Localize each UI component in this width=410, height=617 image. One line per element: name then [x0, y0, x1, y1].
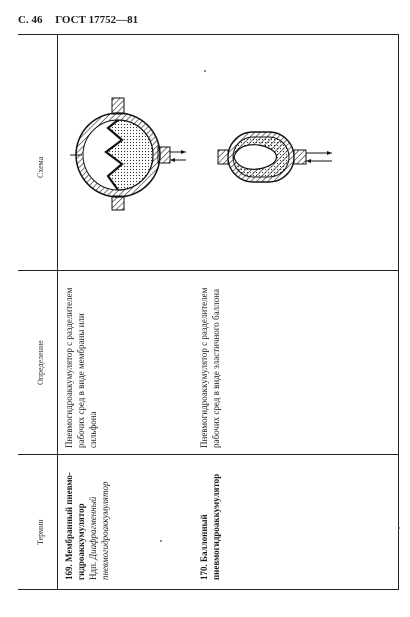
gas-valve [218, 150, 228, 164]
divider-term-definition [18, 454, 399, 455]
divider-definition-diagram [18, 270, 399, 271]
arrow-in-head [170, 158, 175, 162]
term-169 [63, 460, 111, 580]
column-header-diagram: Схема [36, 156, 45, 178]
table-border-right [398, 34, 399, 590]
term-169-alt: Диафрагменный пневмогидроаккумулятор [88, 481, 110, 580]
term-169-main: 169. Мембранный пневмо-гидроаккумулятор [64, 472, 86, 580]
bladder [234, 145, 277, 170]
arrow-out-head [181, 150, 186, 154]
fluid-port [294, 150, 306, 164]
arrow-out-2-head [327, 151, 332, 155]
arrow-in-2-head [306, 159, 311, 163]
diagram-bladder-accumulator [210, 120, 340, 195]
scan-speck [204, 70, 206, 72]
header-column-line [57, 34, 58, 590]
side-port [158, 147, 170, 163]
scan-speck [160, 540, 162, 542]
term-169-alt-prefix: Ндп. [88, 561, 98, 580]
page-number: С. 46 [18, 14, 43, 26]
column-header-definition: Определение [36, 340, 45, 385]
table-bottom-line [18, 589, 399, 590]
term-170: 170. Баллонный пневмогидроаккумулятор [199, 473, 221, 580]
definition-170: Пневмогидроаккумулятор с разделителем рабочих сред в виде эластичного баллона [199, 287, 221, 448]
definition-169: Пневмогидроаккумулятор с разделителем рабочих сред в виде мембраны или сильфона [64, 287, 98, 448]
scan-speck [398, 527, 400, 529]
page-header [18, 14, 138, 26]
bottom-port [112, 196, 124, 210]
table-top-line [18, 34, 399, 35]
diagram-membrane-accumulator [60, 90, 190, 215]
column-header-term: Термин [36, 519, 45, 545]
standard-number: ГОСТ 17752—81 [55, 14, 139, 26]
top-port [112, 98, 124, 114]
